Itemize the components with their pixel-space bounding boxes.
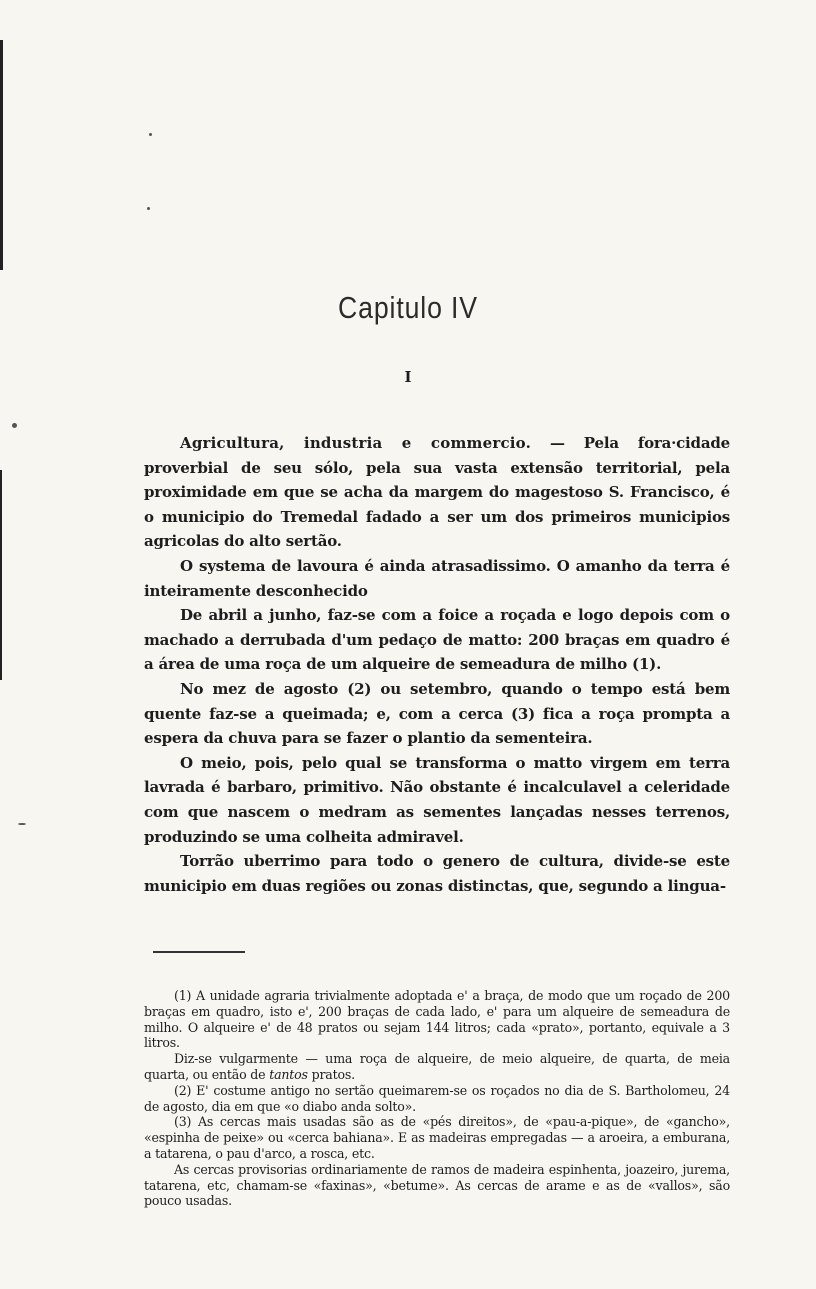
footnote-1-continued	[144, 1051, 730, 1083]
paper-speck	[12, 423, 17, 428]
paragraph-2: O systema de lavoura é ainda atrasadissimo. O amanho da terra é inteiramente desconhecido	[144, 556, 730, 600]
footnote-3-continued: As cercas provisorias ordinariamente de ramos de madeira espinhenta, joazeiro, jurema, tatarena, etc, chamam-se «faxinas», «betume». As cercas de arame e as de «vallos», são pouco usadas.	[144, 1161, 730, 1209]
paper-speck	[149, 133, 152, 136]
footnote-1b-end: pratos.	[307, 1066, 355, 1082]
section-number: I	[404, 368, 412, 386]
footnote-1b-text: Diz-se vulgarmente — uma roça de alqueire, de meio alqueire, de quarta, de meia quarta, ou então de	[144, 1051, 730, 1082]
main-text	[144, 431, 730, 898]
paper-speck	[18, 823, 26, 825]
paragraph-5: O meio, pois, pelo qual se transforma o matto virgem em terra lavrada é barbaro, primitivo. Não obstante é incalculavel a celeridade com que nascem o medram as sementes lançadas nesses terrenos, produzindo se uma colheita admiravel.	[144, 753, 730, 846]
footnote-1b-italic: tantos	[269, 1066, 308, 1082]
paper-speck	[147, 207, 150, 210]
section-heading: Agricultura, industria e commercio.	[180, 434, 532, 452]
paragraph-6: Torrão uberrimo para todo o genero de cultura, divide-se este municipio em duas regiões ou zonas distinctas, que, segundo a lingua-	[144, 852, 730, 895]
footnotes	[144, 988, 730, 1209]
paragraph-1	[144, 431, 730, 554]
footnote-1: (1) A unidade agraria trivialmente adoptada e' a braça, de modo que um roçado de 200 braças em quadro, isto e', 200 braças de cada lado, e' para um alqueire de semeadura de milho. O alqueire e' de 48 pratos ou sejam 144 litros; cada «prato», portanto, equivale a 3 litros.	[144, 988, 730, 1051]
binding-edge-mark	[0, 40, 3, 270]
footnote-3: (3) As cercas mais usadas são as de «pés direitos», de «pau-a-pique», de «gancho», «espinha de peixe» ou «cerca bahiana». E as madeiras empregadas — a aroeira, a emburana, a tatarena, o pau d'arco, a rosca, etc.	[144, 1114, 730, 1161]
footnote-2: (2) E' costume antigo no sertão queimarem-se os roçados no dia de S. Bartholomeu, 24 de agosto, dia em que «o diabo anda solto».	[144, 1082, 730, 1114]
binding-edge-mark	[0, 470, 2, 680]
paragraph-1-text: — Pela fora·cidade proverbial de seu sólo, pela sua vasta extensão territorial, pela proximidade em que se acha da margem do magestoso S. Francisco, é o municipio do Tremedal fadado a ser um dos primeiros municipios agricolas do alto sertão.	[144, 434, 730, 551]
paragraph-4: No mez de agosto (2) ou setembro, quando o tempo está bem quente faz-se a queimada; e, com a cerca (3) fica a roça prompta a espera da chuva para se fazer o plantio da sementeira.	[144, 679, 730, 748]
paragraph-3: De abril a junho, faz-se com a foice a roçada e logo depois com o machado a derrubada d'um pedaço de matto: 200 braças em quadro é a área de uma roça de um alqueire de semeadura de milho (1).	[144, 606, 730, 674]
footnote-rule	[153, 951, 245, 953]
chapter-title: Capitulo IV	[338, 290, 478, 325]
